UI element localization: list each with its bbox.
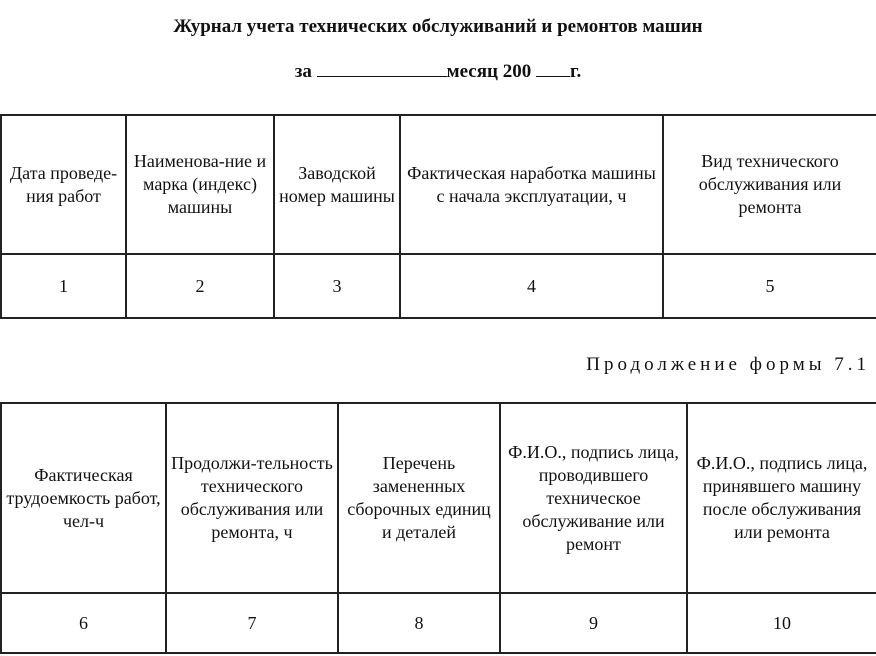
- header-cell: Продолжи-тельность технического обслуживания или ремонта, ч: [166, 403, 338, 593]
- document-subtitle: [0, 60, 876, 83]
- number-cell: 8: [338, 593, 500, 653]
- number-cell: 4: [400, 254, 663, 318]
- number-cell: 6: [1, 593, 166, 653]
- header-cell: Дата проведе-ния работ: [1, 115, 126, 254]
- number-cell: 9: [500, 593, 687, 653]
- number-cell: 3: [274, 254, 400, 318]
- header-cell: Ф.И.О., подпись лица, проводившего техническое обслуживание или ремонт: [500, 403, 687, 593]
- number-cell: 1: [1, 254, 126, 318]
- continuation-label: Продолжение формы 7.1: [586, 354, 870, 375]
- number-cell: 10: [687, 593, 876, 653]
- subtitle-year-suffix: г.: [569, 61, 582, 82]
- document-title: Журнал учета технических обслуживаний и ремонтов машин: [173, 16, 703, 37]
- number-row: [1, 254, 876, 318]
- number-cell: 2: [126, 254, 274, 318]
- year-blank: [536, 60, 570, 77]
- header-cell: Наименова-ние и марка (индекс) машины: [126, 115, 274, 254]
- month-blank: [317, 60, 447, 77]
- journal-table-part2: [0, 402, 876, 654]
- number-cell: 5: [663, 254, 876, 318]
- journal-table-part1: [0, 114, 876, 319]
- subtitle-month-label: месяц 200: [446, 61, 532, 82]
- header-cell: Перечень замененных сборочных единиц и деталей: [338, 403, 500, 593]
- header-cell: Фактическая трудоемкость работ, чел-ч: [1, 403, 166, 593]
- header-row: [1, 403, 876, 593]
- subtitle-prefix: за: [294, 61, 312, 82]
- header-row: [1, 115, 876, 254]
- header-cell: Заводской номер машины: [274, 115, 400, 254]
- header-cell: Вид технического обслуживания или ремонта: [663, 115, 876, 254]
- header-cell: Фактическая наработка машины с начала эксплуатации, ч: [400, 115, 663, 254]
- number-cell: 7: [166, 593, 338, 653]
- header-cell: Ф.И.О., подпись лица, принявшего машину после обслуживания или ремонта: [687, 403, 876, 593]
- number-row: [1, 593, 876, 653]
